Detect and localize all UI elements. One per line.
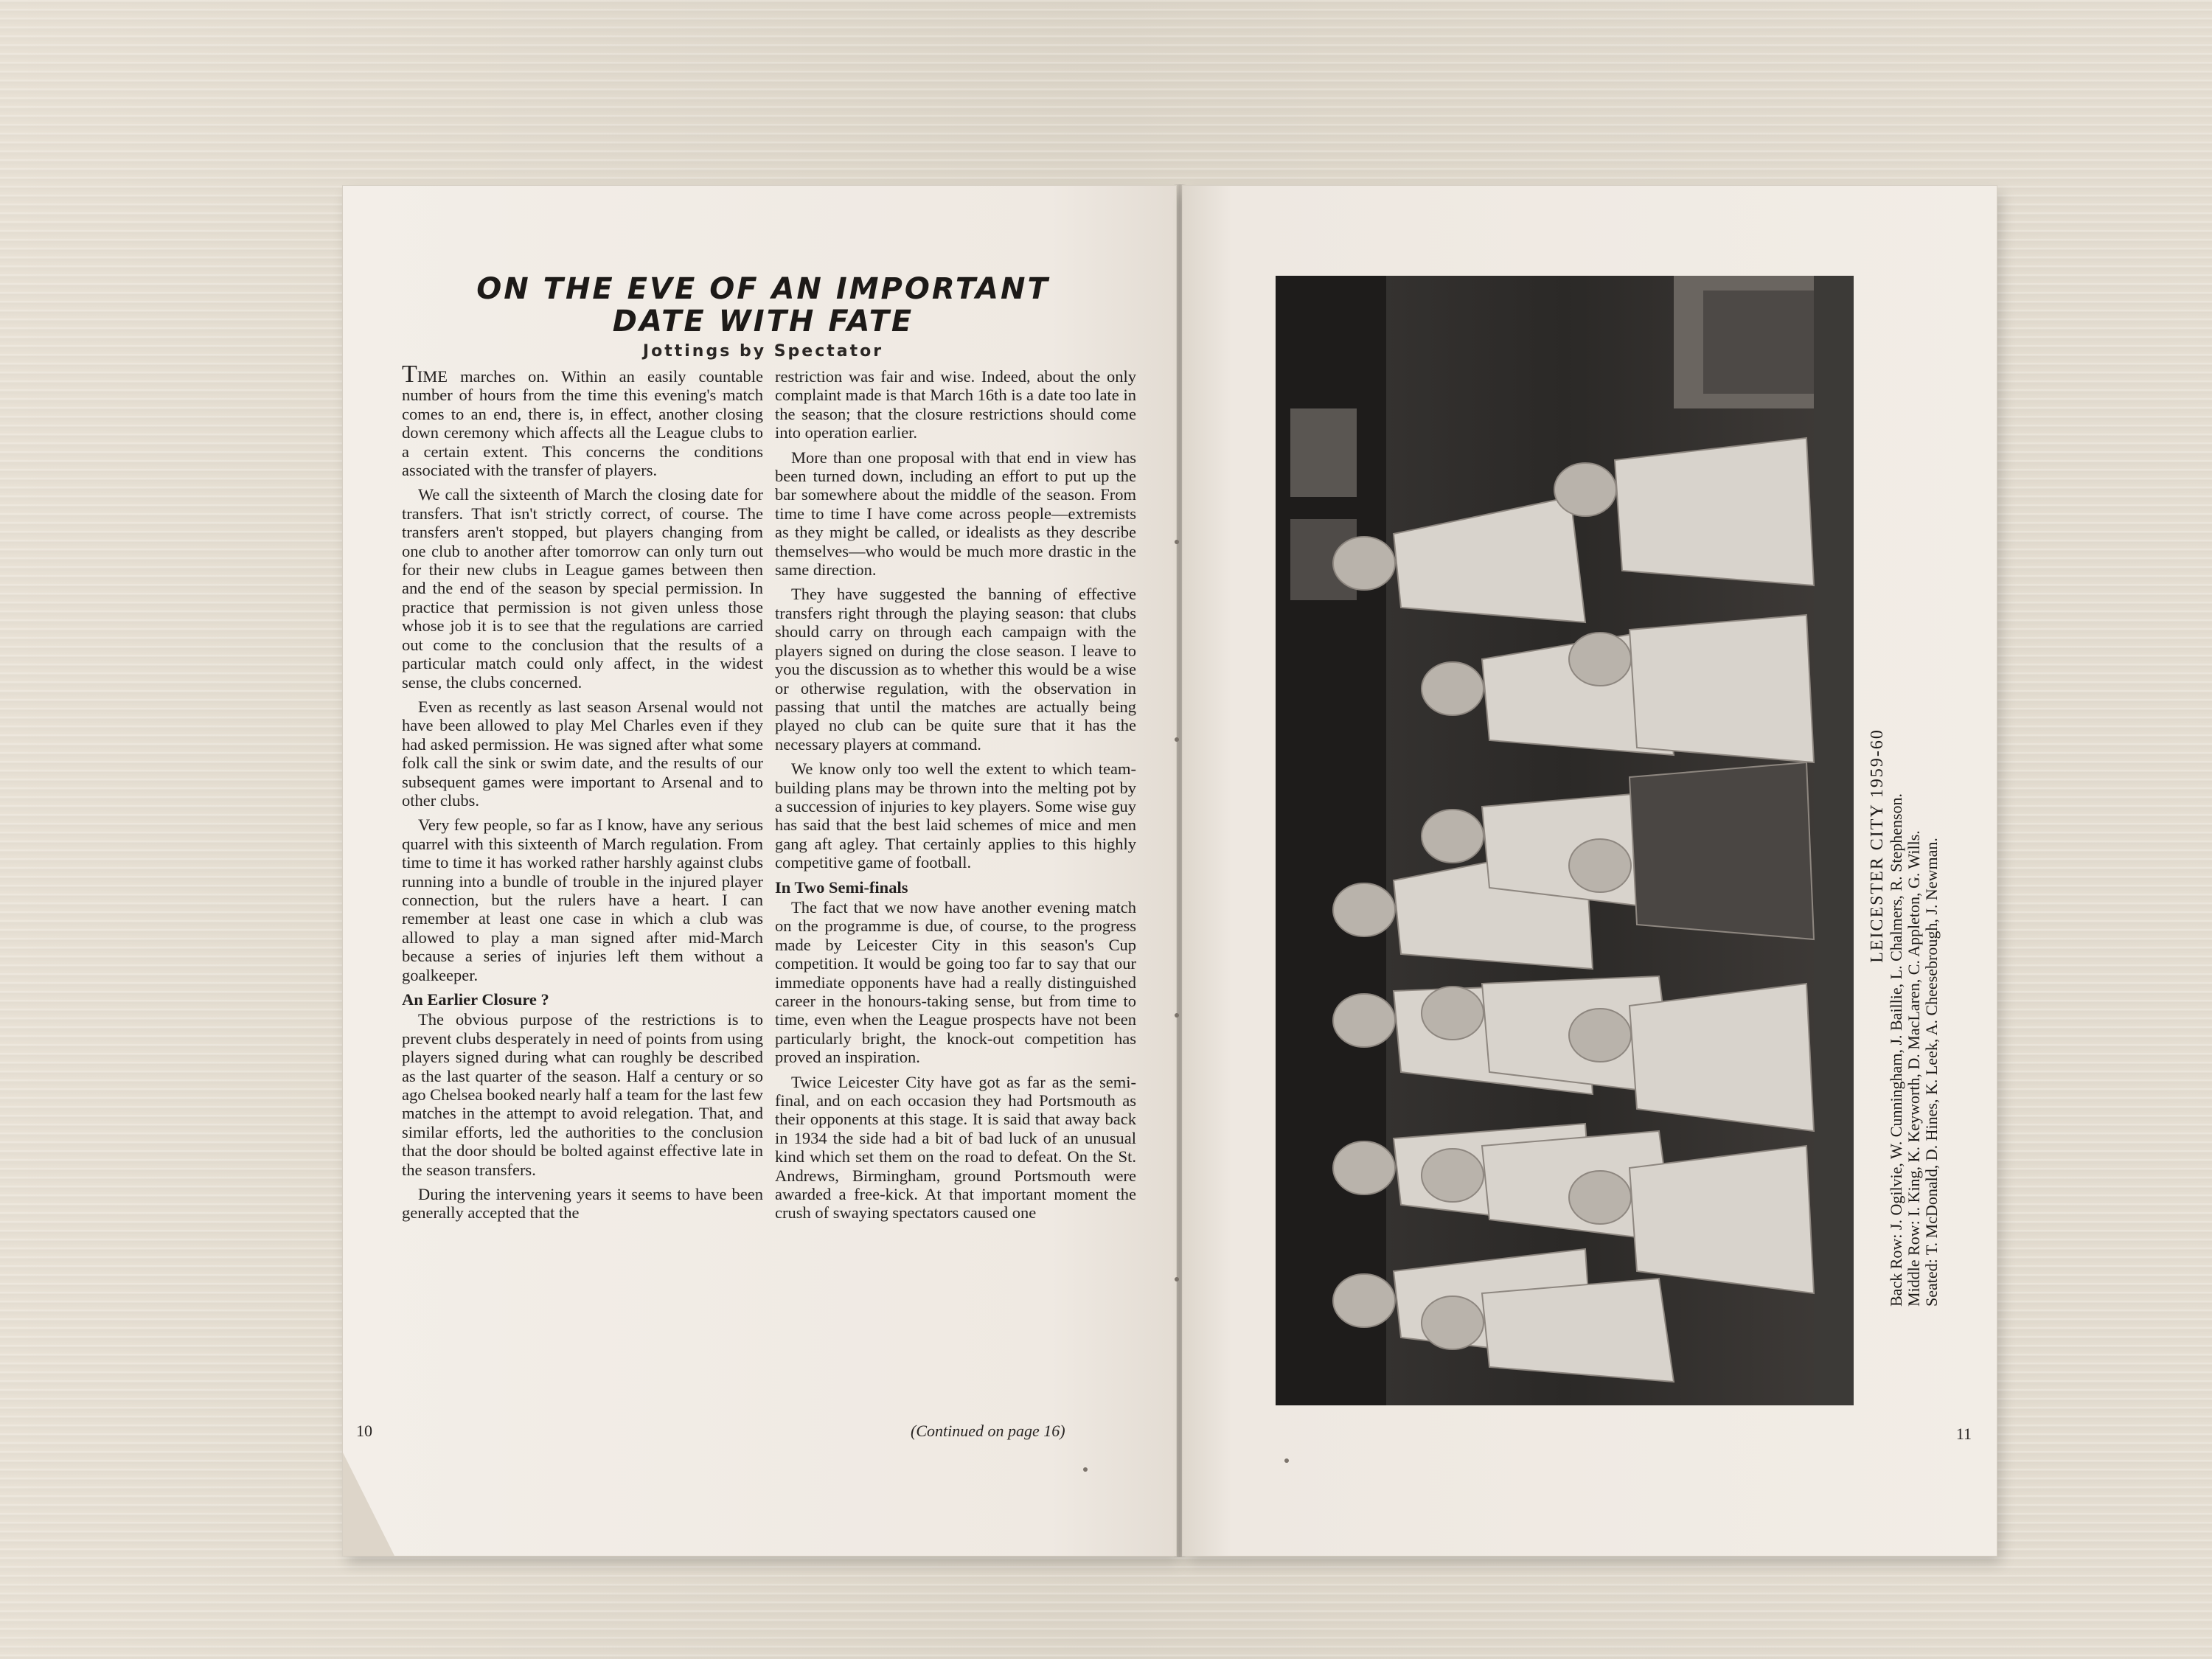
staple-hole: [1284, 1458, 1289, 1463]
paragraph: During the intervening years it seems to have been generally accepted that the: [402, 1185, 763, 1222]
paragraph: We know only too well the extent to which team-building plans may be thrown into the melting pot by a succession of injuries to key players. Some wise guy has said that the best laid schemes of mice and men gang aft agley. That certainly applies to this highly competitive game of football.: [775, 759, 1136, 872]
paragraph: We call the sixteenth of March the closing date for transfers. That isn't strictly correct, of course. The transfers aren't stopped, but players changing from one club to another after tomorrow can only turn out for their new clubs in League games between then and the end of the season by special permission. In practice that permission is not given unless those whose job it is to see that the regulations are carried out come to the conclusion that the results of a particular match could only affect, in the widest sense, the clubs concerned.: [402, 485, 763, 692]
caption-middle-row: Middle Row: I. King, K. Keyworth, D. MacLaren, C. Appleton, G. Wills.: [1905, 830, 1923, 1307]
paragraph: Even as recently as last season Arsenal would not have been allowed to play Mel Charles even if they had asked permission. He was signed after what some folk call the sink or swim date, and the results of our subsequent games were important to Arsenal and to other clubs.: [402, 697, 763, 810]
staple-hole: [1175, 1013, 1179, 1018]
left-page: [343, 186, 1176, 1556]
drop-cap: T: [402, 361, 417, 388]
staple-hole: [1083, 1467, 1088, 1472]
paragraph: The obvious purpose of the restrictions is to prevent clubs desperately in need of points from using players signed during what can roughly be described as the last quarter of the season. Half a century or so ago Chelsea booked nearly half a team for the last few matches in the attempt to avoid relegation. That, and similar efforts, led the authorities to the conclusion that the door should be bolted against effective late in the season transfers.: [402, 1010, 763, 1179]
caption-back-row: Back Row: J. Ogilvie, W. Cunningham, J. Baillie, L. Chalmers, R. Stephenson.: [1887, 793, 1905, 1307]
staple-hole: [1175, 737, 1179, 742]
team-photo-image: [1276, 276, 1854, 1405]
paragraph: They have suggested the banning of effective transfers right through the playing season: that clubs should carry on through each campaign with the players signed on during the close season. I leave to you the discussion as to whether this would be a wise or otherwise regulation, with the observation in passing that until the matches are actually being played no club can be quite sure that it has the necessary players at command.: [775, 585, 1136, 754]
folded-corner: [343, 1453, 394, 1556]
photo-caption: [1868, 282, 1972, 1410]
right-page: [1183, 186, 1997, 1556]
article-column-left: [402, 361, 763, 1228]
paragraph: restriction was fair and wise. Indeed, about the only complaint made is that March 16th is a date too late in the season; that the closure restrictions should come into operation earlier.: [775, 367, 1136, 442]
staple-hole: [1175, 1277, 1179, 1281]
caption-seated: Seated: T. McDonald, D. Hines, K. Leek, A. Cheesebrough, J. Newman.: [1922, 838, 1941, 1307]
paragraph: Twice Leicester City have got as far as the semi-final, and on each occasion they had Portsmouth as their opponents at this stage. It is said that away back in 1934 the side had a bit of bad luck of an unusual kind which set them on the road to defeat. On the St. Andrews, Birmingham, ground Portsmouth were awarded a free-kick. At that important moment the crush of swaying spectators caused one: [775, 1072, 1136, 1222]
subheading: In Two Semi-finals: [775, 877, 908, 897]
paragraph: TIME marches on. Within an easily countable number of hours from the time this evening's match comes to an end, there is, in effect, another closing down ceremony which affects all the League clubs to a certain extent. This concerns the conditions associated with the transfer of players.: [402, 361, 763, 480]
paragraph: Very few people, so far as I know, have any serious quarrel with this sixteenth of March regulation. From time to time it has worked rather harshly against clubs running into a bundle of trouble in the injured player connection, but the rulers have a heart. I can remember at least one case in which a club was allowed to play a man signed after mid-March because a series of injuries left them without a goalkeeper.: [402, 815, 763, 984]
article-byline: Jottings by Spectator: [642, 342, 884, 361]
page-number-right: 11: [1955, 1425, 1972, 1443]
article-title-line1: ON THE EVE OF AN IMPORTANT: [476, 272, 1050, 306]
staple-hole: [1175, 540, 1179, 544]
continued-note: (Continued on page 16): [911, 1422, 1065, 1440]
subheading: An Earlier Closure ?: [402, 990, 549, 1009]
article-title: [446, 273, 1080, 338]
page-number-left: 10: [356, 1422, 372, 1440]
team-photo: [1276, 276, 1854, 1405]
article-title-line2: DATE WITH FATE: [612, 305, 914, 338]
caption-title: LEICESTER CITY 1959-60: [1868, 728, 1887, 963]
paragraph: More than one proposal with that end in view has been turned down, including an effort to put up the bar somewhere about the middle of the season. From time to time I have come across people—extremists as they might be called, or idealists as they describe themselves—who would be much more drastic in the same direction.: [775, 448, 1136, 580]
article-column-right: [775, 367, 1136, 1228]
paragraph: The fact that we now have another evening match on the programme is due, of course, to the progress made by Leicester City in this season's Cup competition. It would be going too far to say that our immediate opponents have had a really distinguished career in the honours-taking sense, but from time to time, even when the League prospects have not been particularly bright, the knock-out competition has proved an inspiration.: [775, 897, 1136, 1067]
